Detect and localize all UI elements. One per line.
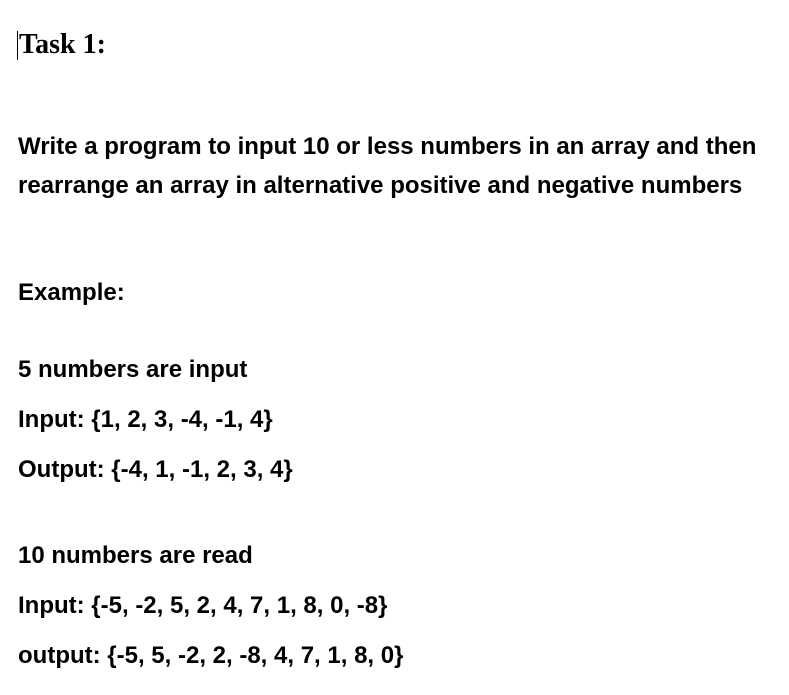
example1-caption: 5 numbers are input	[18, 356, 248, 383]
example2-input: Input: {-5, -2, 5, 2, 4, 7, 1, 8, 0, -8}	[18, 592, 388, 619]
task-description: Write a program to input 10 or less numbers in an array and then rearrange an array in alternative positive and negative numbers	[18, 133, 757, 199]
example1-input: Input: {1, 2, 3, -4, -1, 4}	[18, 406, 273, 433]
text-cursor	[17, 31, 18, 60]
task-title: Task 1:	[19, 29, 106, 60]
example1-output: Output: {-4, 1, -1, 2, 3, 4}	[18, 456, 293, 483]
example2-caption: 10 numbers are read	[18, 542, 253, 569]
example2-output: output: {-5, 5, -2, 2, -8, 4, 7, 1, 8, 0}	[18, 642, 404, 669]
example-heading: Example:	[18, 279, 125, 306]
